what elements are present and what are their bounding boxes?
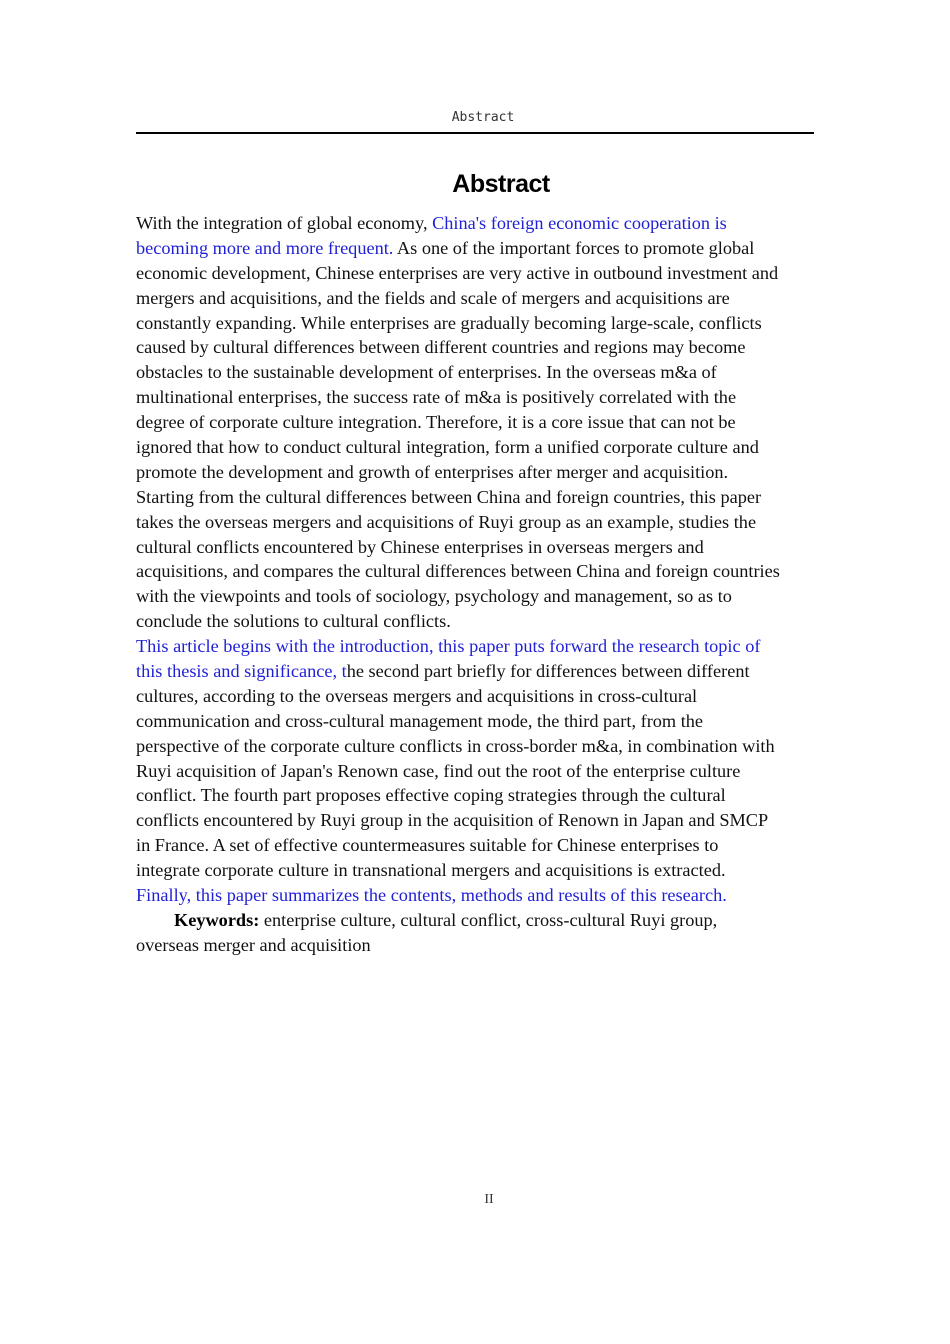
- text-line: [136, 734, 836, 759]
- text-segment: takes the overseas mergers and acquisitions of Ruyi group as an example, studies the: [136, 511, 757, 532]
- text-line: [136, 311, 836, 336]
- text-segment: economic development, Chinese enterprises are very active in outbound investment and: [136, 262, 779, 283]
- text-segment: cultural conflicts encountered by Chinese enterprises in overseas mergers and: [136, 536, 704, 557]
- keywords-label: Keywords:: [174, 909, 260, 930]
- text-segment: degree of corporate culture integration. Therefore, it is a core issue that can not be: [136, 412, 736, 433]
- text-line: [136, 808, 836, 833]
- text-line: [136, 385, 836, 410]
- text-line: [136, 933, 836, 958]
- text-line: [136, 609, 836, 634]
- text-segment: he second part briefly for differences between different: [346, 661, 750, 682]
- text-segment: obstacles to the sustainable development of enterprises. In the overseas m&a of: [136, 362, 717, 383]
- text-line: [136, 435, 836, 460]
- text-line: [136, 783, 836, 808]
- text-segment: With the integration of global economy,: [136, 213, 433, 233]
- text-segment: promote the development and growth of enterprises after merger and acquisition.: [136, 461, 729, 482]
- highlighted-text: This article begins with the introduction, this paper puts forward the research topic of: [136, 636, 761, 657]
- text-line: [136, 261, 836, 286]
- text-segment: acquisitions, and compares the cultural differences between China and foreign countries: [136, 561, 780, 582]
- text-segment: with the viewpoints and tools of sociology, psychology and management, so as to: [136, 586, 732, 607]
- text-line: [136, 659, 836, 684]
- text-segment: mergers and acquisitions, and the fields and scale of mergers and acquisitions are: [136, 287, 730, 308]
- text-segment: communication and cross-cultural management mode, the third part, from the: [136, 710, 704, 731]
- text-segment: conflict. The fourth part proposes effective coping strategies through the cultural: [136, 785, 726, 806]
- text-line: [136, 236, 836, 261]
- text-segment: in France. A set of effective countermeasures suitable for Chinese enterprises to: [136, 835, 719, 856]
- text-segment: Starting from the cultural differences between China and foreign countries, this paper: [136, 486, 762, 507]
- highlighted-text: this thesis and significance, t: [136, 661, 347, 682]
- text-segment: overseas merger and acquisition: [136, 934, 371, 955]
- text-line: [136, 709, 836, 734]
- text-line: [136, 584, 836, 609]
- highlighted-text: becoming more and more frequent.: [136, 237, 394, 258]
- text-line: [136, 908, 836, 933]
- text-line: [136, 360, 836, 385]
- text-line: [136, 833, 836, 858]
- highlighted-text: Finally, this paper summarizes the contents, methods and results of this research.: [136, 885, 727, 906]
- text-line: [136, 759, 836, 784]
- text-segment: Ruyi acquisition of Japan's Renown case, find out the root of the enterprise culture: [136, 760, 741, 781]
- text-line: [136, 335, 836, 360]
- page-number: II: [484, 1192, 494, 1207]
- text-segment: As one of the important forces to promote global: [393, 237, 755, 258]
- text-line: [136, 684, 836, 709]
- highlighted-text: China's foreign economic cooperation is: [432, 213, 727, 233]
- text-segment: enterprise culture, cultural conflict, cross-cultural Ruyi group,: [259, 909, 718, 930]
- header-divider: [136, 132, 814, 134]
- text-line: [136, 883, 836, 908]
- running-header: Abstract: [451, 110, 515, 125]
- text-segment: ignored that how to conduct cultural integration, form a unified corporate culture and: [136, 437, 759, 458]
- page-title: Abstract: [452, 170, 550, 198]
- text-line: [136, 510, 836, 535]
- text-line: [136, 286, 836, 311]
- text-segment: conflicts encountered by Ruyi group in the acquisition of Renown in Japan and SMCP: [136, 810, 769, 831]
- text-line: [136, 535, 836, 560]
- text-line: [136, 858, 836, 883]
- text-segment: constantly expanding. While enterprises are gradually becoming large-scale, conflicts: [136, 312, 762, 333]
- text-segment: conclude the solutions to cultural conflicts.: [136, 611, 451, 632]
- text-line: [136, 460, 836, 485]
- text-segment: caused by cultural differences between different countries and regions may become: [136, 337, 746, 358]
- abstract-body: [136, 211, 836, 958]
- text-line: [136, 485, 836, 510]
- text-segment: perspective of the corporate culture conflicts in cross-border m&a, in combination with: [136, 735, 775, 756]
- text-line: [136, 211, 836, 236]
- text-segment: cultures, according to the overseas mergers and acquisitions in cross-cultural: [136, 685, 698, 706]
- text-line: [136, 559, 836, 584]
- text-segment: multinational enterprises, the success rate of m&a is positively correlated with the: [136, 387, 737, 408]
- text-line: [136, 634, 836, 659]
- text-line: [136, 410, 836, 435]
- text-segment: integrate corporate culture in transnational mergers and acquisitions is extracted.: [136, 860, 726, 881]
